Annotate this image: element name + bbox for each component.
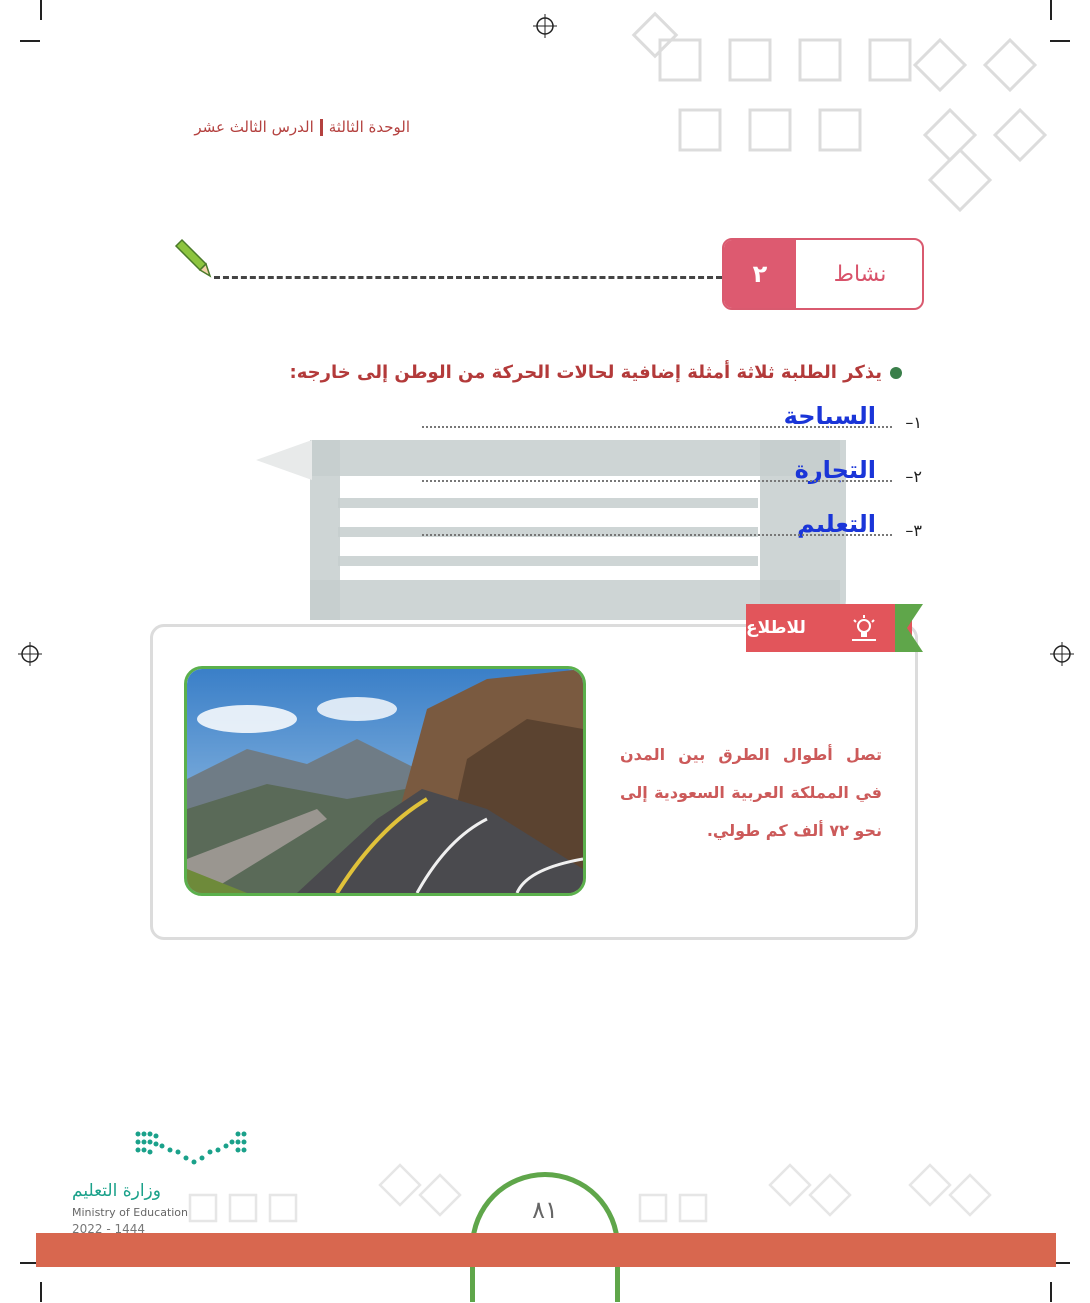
watermark-shape — [256, 440, 312, 480]
activity-label: نشاط — [833, 261, 887, 287]
page-number: ٨١ — [532, 1196, 558, 1224]
info-tab — [746, 604, 912, 652]
dotted-line — [422, 534, 892, 536]
answer-number: ٢– — [905, 467, 922, 486]
pencil-icon — [172, 238, 212, 278]
separator — [320, 119, 323, 136]
watermark-shape — [338, 556, 758, 566]
answer-number: ٣– — [905, 521, 922, 540]
watermark-logo — [280, 800, 760, 880]
info-text: تصل أطوال الطرق بين المدن في المملكة العربية السعودية إلى نحو ٧٢ ألف كم طولي. — [620, 745, 882, 840]
dashed-divider — [214, 276, 722, 279]
activity-number: ٢ — [724, 240, 796, 308]
answer-number: ١– — [905, 413, 922, 432]
bullet-icon — [890, 367, 902, 379]
answer-row-1 — [422, 400, 922, 434]
breadcrumb — [140, 118, 410, 136]
info-tab-label: للاطلاع — [746, 618, 806, 638]
tab-arrow-icon — [895, 604, 923, 652]
answer-text: التعليم — [797, 510, 876, 538]
crop-mark — [20, 40, 40, 42]
answer-text: التجارة — [794, 456, 876, 484]
ministry-name-en: Ministry of Education — [72, 1206, 189, 1219]
crop-mark — [40, 0, 42, 20]
registration-mark-icon — [533, 14, 557, 38]
lightbulb-icon — [850, 614, 878, 642]
activity-header — [722, 238, 924, 310]
edition-year: 2022 - 1444 — [72, 1222, 146, 1236]
unit-title: الوحدة الثالثة — [328, 118, 410, 136]
dotted-line — [422, 426, 892, 428]
ministry-logo-icon — [132, 1128, 252, 1168]
decorative-pattern — [620, 0, 1090, 220]
watermark-shape — [338, 498, 758, 508]
answer-row-3 — [422, 508, 922, 542]
registration-mark-icon — [1050, 642, 1074, 666]
answer-text: السياحة — [783, 402, 876, 430]
answer-row-2 — [422, 454, 922, 488]
ministry-name-ar: وزارة التعليم — [72, 1181, 161, 1201]
dotted-line — [422, 480, 892, 482]
crop-mark — [40, 1282, 42, 1302]
registration-mark-icon — [18, 642, 42, 666]
footer-band — [36, 1233, 1056, 1267]
lesson-title: الدرس الثالث عشر — [194, 118, 314, 136]
crop-mark — [1050, 1282, 1052, 1302]
question-label: يذكر الطلبة ثلاثة أمثلة إضافية لحالات الحركة من الوطن إلى خارجه: — [289, 362, 882, 383]
question-text — [182, 362, 902, 383]
